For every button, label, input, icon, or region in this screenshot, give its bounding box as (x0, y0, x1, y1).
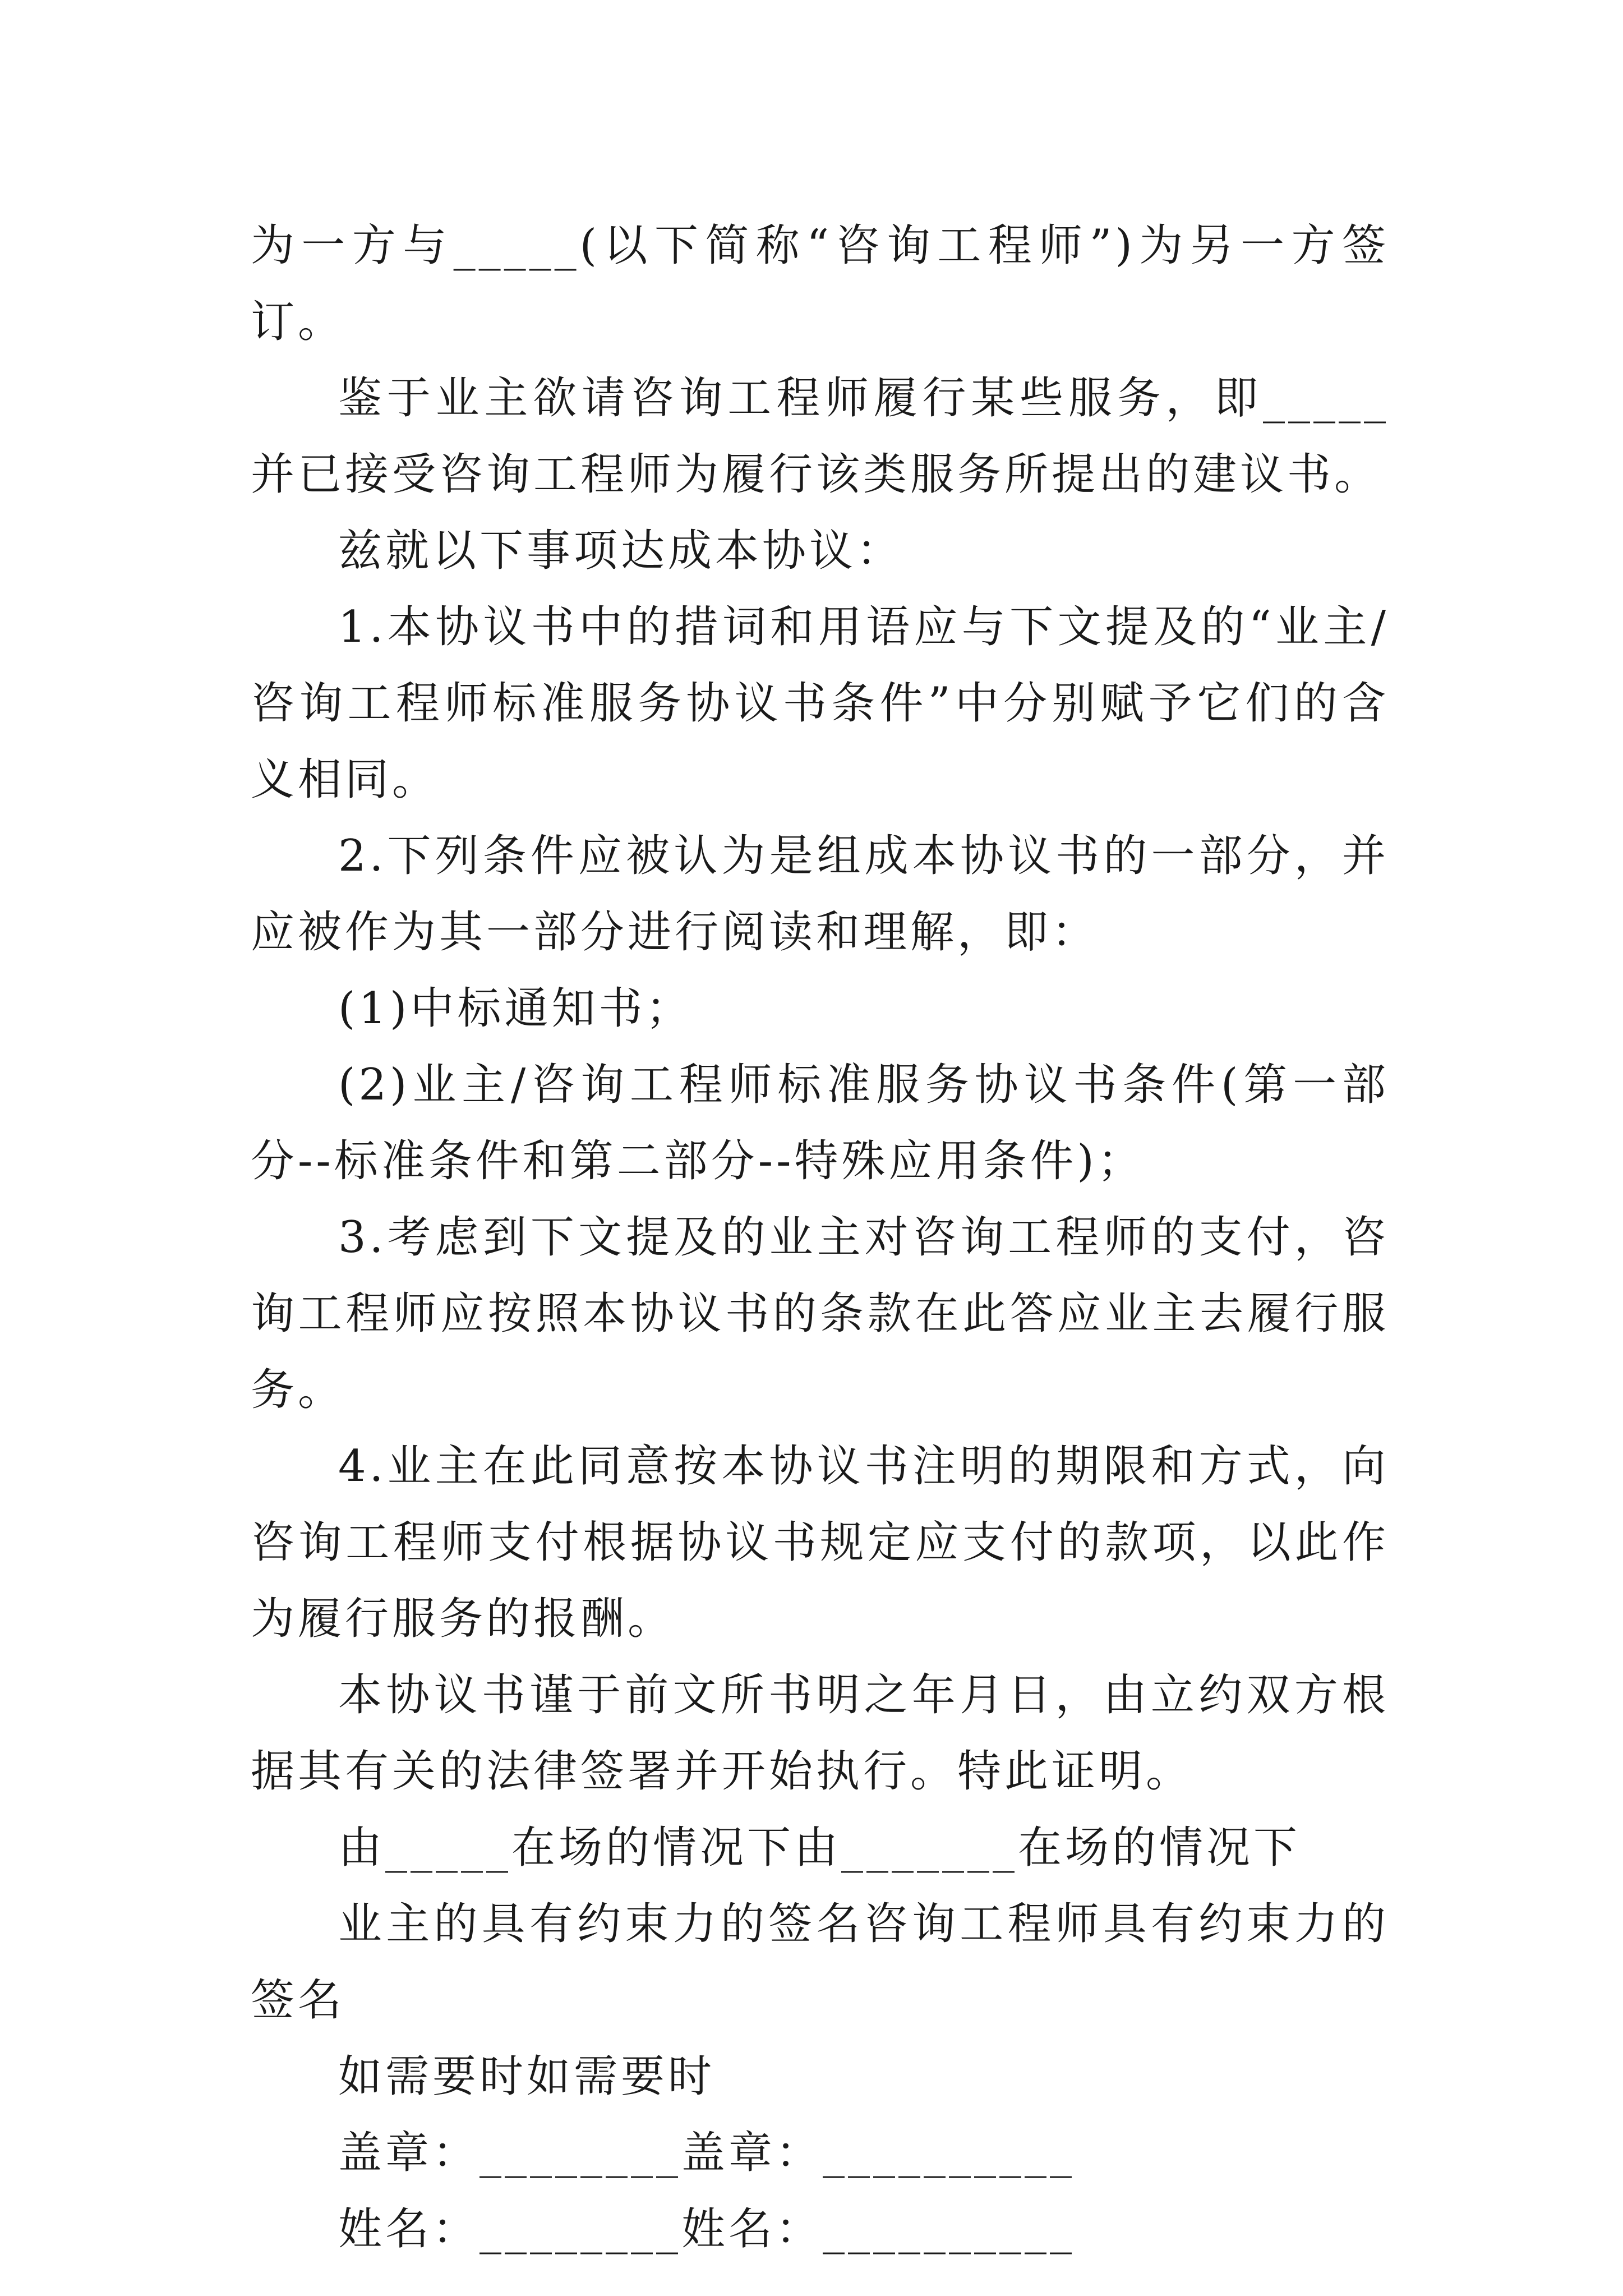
seal-line: 盖章：________盖章：__________ (338, 2128, 1076, 2178)
paragraph-witness: 本协议书谨于前文所书明之年月日，由立约双方根据其有关的法律签署并开始执行。特此证明。 (251, 1670, 1389, 1797)
signature-binding-line: 业主的具有约束力的签名咨询工程师具有约束力的签名 (251, 1899, 1389, 2026)
clause-2-item-1: (1)中标通知书； (338, 983, 693, 1034)
signature-presence-line: 由_____在场的情况下由_______在场的情况下 (338, 1823, 1301, 1873)
clause-4: 4.业主在此同意按本协议书注明的期限和方式，向咨询工程师支付根据协议书规定应支付的款项，以此作为履行服务的报酬。 (251, 1441, 1389, 1644)
paragraph-agreement-intro: 兹就以下事项达成本协议： (338, 526, 904, 576)
signature-if-required-line: 如需要时如需要时 (338, 2051, 716, 2102)
document-body (251, 208, 1389, 2267)
clause-3: 3.考虑到下文提及的业主对咨询工程师的支付，咨询工程师应按照本协议书的条款在此答应业主去履行服务。 (251, 1212, 1389, 1415)
clause-1: 1.本协议书中的措词和用语应与下文提及的“业主/咨询工程师标准服务协议书条件”中分别赋予它们的含义相同。 (251, 602, 1389, 805)
name-line: 姓名：________姓名：__________ (338, 2204, 1076, 2254)
clause-2: 2.下列条件应被认为是组成本协议书的一部分，并应被作为其一部分进行阅读和理解，即： (251, 831, 1389, 958)
paragraph-parties: 为一方与_____(以下简称“咨询工程师”)为另一方签订。 (251, 220, 1389, 347)
paragraph-whereas: 鉴于业主欲请咨询工程师履行某些服务，即_____并已接受咨询工程师为履行该类服务所提出的建议书。 (251, 373, 1389, 500)
clause-2-item-2: (2)业主/咨询工程师标准服务协议书条件(第一部分--标准条件和第二部分--特殊应用条件)； (251, 1060, 1389, 1186)
